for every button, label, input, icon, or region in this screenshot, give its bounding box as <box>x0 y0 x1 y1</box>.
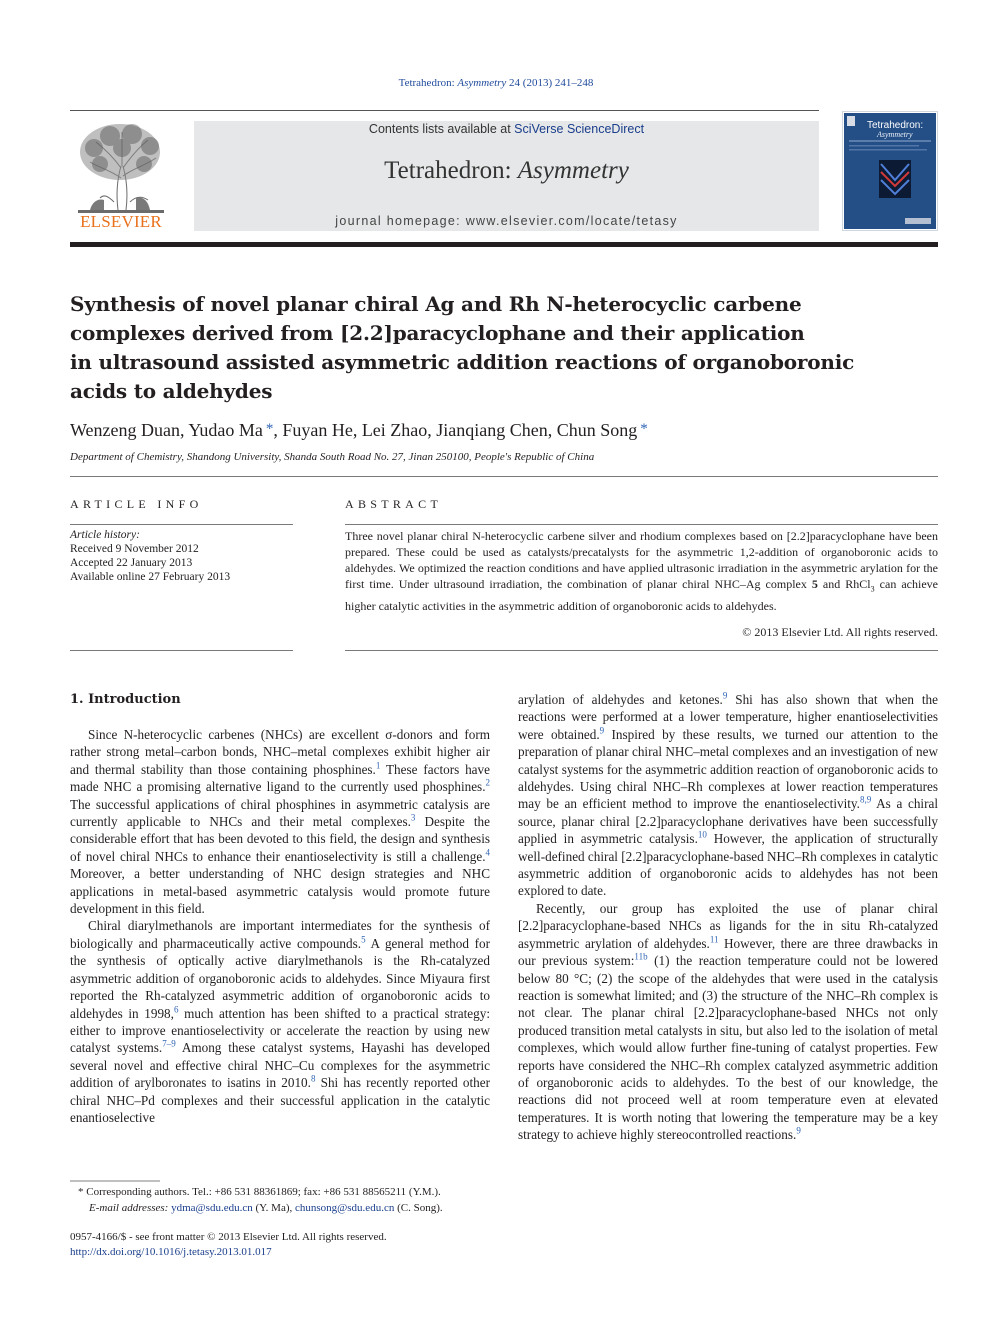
header-rule <box>70 110 819 111</box>
accepted-date: Accepted 22 January 2013 <box>70 557 193 569</box>
affiliation: Department of Chemistry, Shandong University, Shanda South Road No. 27, Jinan 250100, People's Republic of China <box>70 451 595 463</box>
corresponding-author-note: * Corresponding authors. Tel.: +86 531 88361869; fax: +86 531 88565211 (Y.M.). <box>78 1186 441 1198</box>
corresponding-author-mark[interactable]: * <box>265 421 274 437</box>
citation-volume-pages: 24 (2013) 241–248 <box>506 77 594 89</box>
title-line: acids to aldehydes <box>70 379 273 403</box>
reference-link[interactable]: 9 <box>599 725 605 736</box>
corresponding-author-mark[interactable]: * <box>640 421 648 437</box>
reference-link[interactable]: 11 <box>709 934 719 945</box>
email-link-song[interactable]: chunsong@sdu.edu.cn <box>294 1201 395 1214</box>
article-info-bottom-rule <box>70 650 293 651</box>
abstract-text <box>345 528 938 614</box>
journal-title-plain: Tetrahedron: <box>384 157 518 184</box>
issn-line: 0957-4166/$ - see front matter © 2013 Elsevier Ltd. All rights reserved. <box>70 1231 387 1243</box>
article-info-rule <box>70 524 293 525</box>
issn-doi-block <box>70 1230 387 1260</box>
paragraph: Since N-heterocyclic carbenes (NHCs) are excellent σ-donors and form rather strong metal–carbon bonds, NHC–metal complexes exhibit higher air and thermal stability than those containing phosphines.$^1$ These factors have made NHC a promising alternative ligand to the currently used phosphines.$^2$ The successful applications of chiral phosphines in asymmetric catalysis are currently applicable to NHCs and their metal complexes.$^3$ Despite the considerable effort that has been devoted to this field, the design and synthesis of novel chiral NHCs to enhance their enantioselectivity is still a challenge.$^4$ Moreover, a better understanding of NHC design strategies and NHC applications in metal-based asymmetric catalysis would promote future development in this field. <box>70 727 490 917</box>
journal-homepage[interactable]: journal homepage: www.elsevier.com/locate/tetasy <box>335 214 678 228</box>
title-line: Synthesis of novel planar chiral Ag and Rh N-heterocyclic carbene <box>70 292 802 316</box>
reference-link[interactable]: 2 <box>485 777 490 788</box>
contents-prefix: Contents lists available at <box>368 122 515 136</box>
email-line: E-mail addresses: ydma@sdu.edu.cn (Y. Ma), chunsong@sdu.edu.cn (C. Song). <box>89 1201 443 1214</box>
article-history <box>70 528 295 584</box>
received-date: Received 9 November 2012 <box>70 543 199 555</box>
abstract-bottom-rule <box>345 650 938 651</box>
reference-link[interactable]: 10 <box>697 829 707 840</box>
footnote-rule <box>70 1180 490 1182</box>
paragraph: Recently, our group has exploited the use of planar chiral [2.2]paracyclophane-based NHCs as ligands for the in situ Rh-catalyzed asymmetric arylation of aldehydes.$^{11}$ However, there are three drawbacks in our previous system:$^{11b}$ (1) the reaction temperature could not be lowered below 80 °C; (2) the scope of the aldehydes that were used in the catalysis reaction is somewhat limited; and (3) the structure of the NHC–Rh complex is not clear. The planar chiral [2.2]paracyclophane-based NHCs not only produced transition metal catalysts in situ, but also led to the isolation of metal complexes, which would allow further fine-tuning of catalyst properties. Few reports have considered the NHC–Rh complex catalyzed asymmetric addition of organoboronic acids to aldehydes. To the best of our knowledge, the reactions did not proceed well at room temperature even at elevated temperatures. It is worth noting that lowering the temperature may be a key strategy to achieve highly stereocontrolled reactions.$^9$ <box>518 900 938 1143</box>
title-line: complexes derived from [2.2]paracyclophane and their application <box>70 321 805 345</box>
reference-link[interactable]: 7–9 <box>162 1038 176 1049</box>
title-line: in ultrasound assisted asymmetric addition reactions of organoboronic <box>70 350 855 374</box>
email-label: E-mail addresses: <box>89 1201 169 1214</box>
article-info-heading: ARTICLE INFO <box>70 497 203 511</box>
reference-link[interactable]: 9 <box>796 1125 801 1136</box>
abstract-part: can achieve higher catalytic activities in the asymmetric addition of organoboronic acids to aldehydes. <box>345 577 938 613</box>
body-column-right <box>518 691 938 1144</box>
paragraph: Chiral diarylmethanols are important intermediates for the synthesis of biologically and pharmaceutically active compounds.$^5$ A general method for the synthesis of optically active diarylmethanols is the Rh-catalyzed asymmetric addition of organoboronic acids to aldehydes. Since Miyaura first reported the Rh-catalyzed asymmetric addition of organoboronic acids to aldehydes in 1998,$^6$ much attention has been shifted to a practical strategy: either to improve enantioselectivity or accelerate the reaction by using new catalyst systems.$^{7-9}$ Among these catalyst systems, Hayashi has developed several novel and effective chiral NHC–Cu complexes for the asymmetric addition of arylboronates to isatins in 2010.$^8$ Shi has recently reported other chiral NHC–Pd complexes and their successful application in the catalytic enantioselective <box>70 918 490 1125</box>
affiliation-rule <box>70 476 938 477</box>
author-list <box>70 420 648 441</box>
reference-link[interactable]: 4 <box>485 847 490 858</box>
contents-line <box>194 121 819 136</box>
section-heading-introduction: 1. Introduction <box>70 692 181 707</box>
online-date: Available online 27 February 2013 <box>70 571 231 583</box>
reference-link[interactable]: 11b <box>634 951 648 962</box>
journal-title <box>194 157 819 185</box>
elsevier-wordmark: ELSEVIER <box>80 212 162 231</box>
abstract-part: Three novel planar chiral N-heterocyclic carbene silver and rhodium complexes based on [2.2]paracyclophane have been prepared. These could be used as catalysts/precatalysts for the asymmetric 1,2-addition of organoboronic acids to aldehydes. We optimized the reaction conditions and have applied ultrasonic irradiation in the asymmetric arylation for the first time. Under ultrasound irradiation, the combination of planar chiral NHC–Ag complex <box>345 529 938 592</box>
subscript: 3 <box>870 584 875 594</box>
reference-link[interactable]: 3 <box>410 812 416 823</box>
citation-journal-italic: Asymmetry <box>457 77 507 89</box>
reference-link[interactable]: 1 <box>375 760 381 771</box>
journal-title-italic: Asymmetry <box>517 157 629 184</box>
authors-rest: , Fuyan He, Lei Zhao, Jianqiang Chen, Chun Song <box>273 420 638 440</box>
compound-number: 5 <box>811 577 818 592</box>
reference-link[interactable]: 9 <box>722 690 728 701</box>
reference-link[interactable]: 6 <box>173 1004 179 1015</box>
copyright: © 2013 Elsevier Ltd. All rights reserved. <box>742 625 938 639</box>
authors-first: Wenzeng Duan, Yudao Ma <box>70 420 263 440</box>
journal-citation <box>0 77 992 89</box>
doi-link[interactable]: http://dx.doi.org/10.1016/j.tetasy.2013.01.017 <box>70 1246 272 1258</box>
paragraph: arylation of aldehydes and ketones.$^9$ Shi has also shown that when the reactions were performed at a lower temperature, higher enantioselectivities were obtained.$^9$ Inspired by these results, we turned our attention to the preparation of planar chiral NHC–metal complexes and an investigation of new catalyst systems for the asymmetric addition reaction of organoboronic acids to aldehydes. Using chiral NHC–Rh complexes at lower reaction temperatures may be an efficient method to improve the enantioselectivity.$^{8,9}$ As a chiral source, planar chiral [2.2]paracyclophane derivatives have been successfully applied in asymmetric catalysis.$^{10}$ However, the application of structurally well-defined chiral [2.2]paracyclophane-based NHC–Rh complexes in catalytic asymmetric addition of organoboronic acids to aldehydes has not been explored to date. <box>518 690 939 899</box>
reference-link[interactable]: 8,9 <box>859 795 872 806</box>
cover-title: Tetrahedron: <box>867 120 924 131</box>
history-label: Article history: <box>70 529 140 541</box>
reference-link[interactable]: 8 <box>310 1073 316 1084</box>
header-thick-rule <box>70 242 938 247</box>
cover-subtitle: Asymmetry <box>877 130 913 139</box>
citation-journal: Tetrahedron: <box>398 77 458 89</box>
abstract-heading: ABSTRACT <box>345 497 443 511</box>
abstract-rule <box>345 524 938 525</box>
footnote-corresponding <box>70 1185 490 1216</box>
reference-link[interactable]: 5 <box>361 934 366 945</box>
sciencedirect-link[interactable]: SciVerse ScienceDirect <box>514 122 645 136</box>
article-title <box>70 290 900 406</box>
body-column-left <box>70 726 490 1126</box>
email-link-ma[interactable]: ydma@sdu.edu.cn <box>171 1201 253 1214</box>
abstract-part: and RhCl <box>817 577 871 592</box>
